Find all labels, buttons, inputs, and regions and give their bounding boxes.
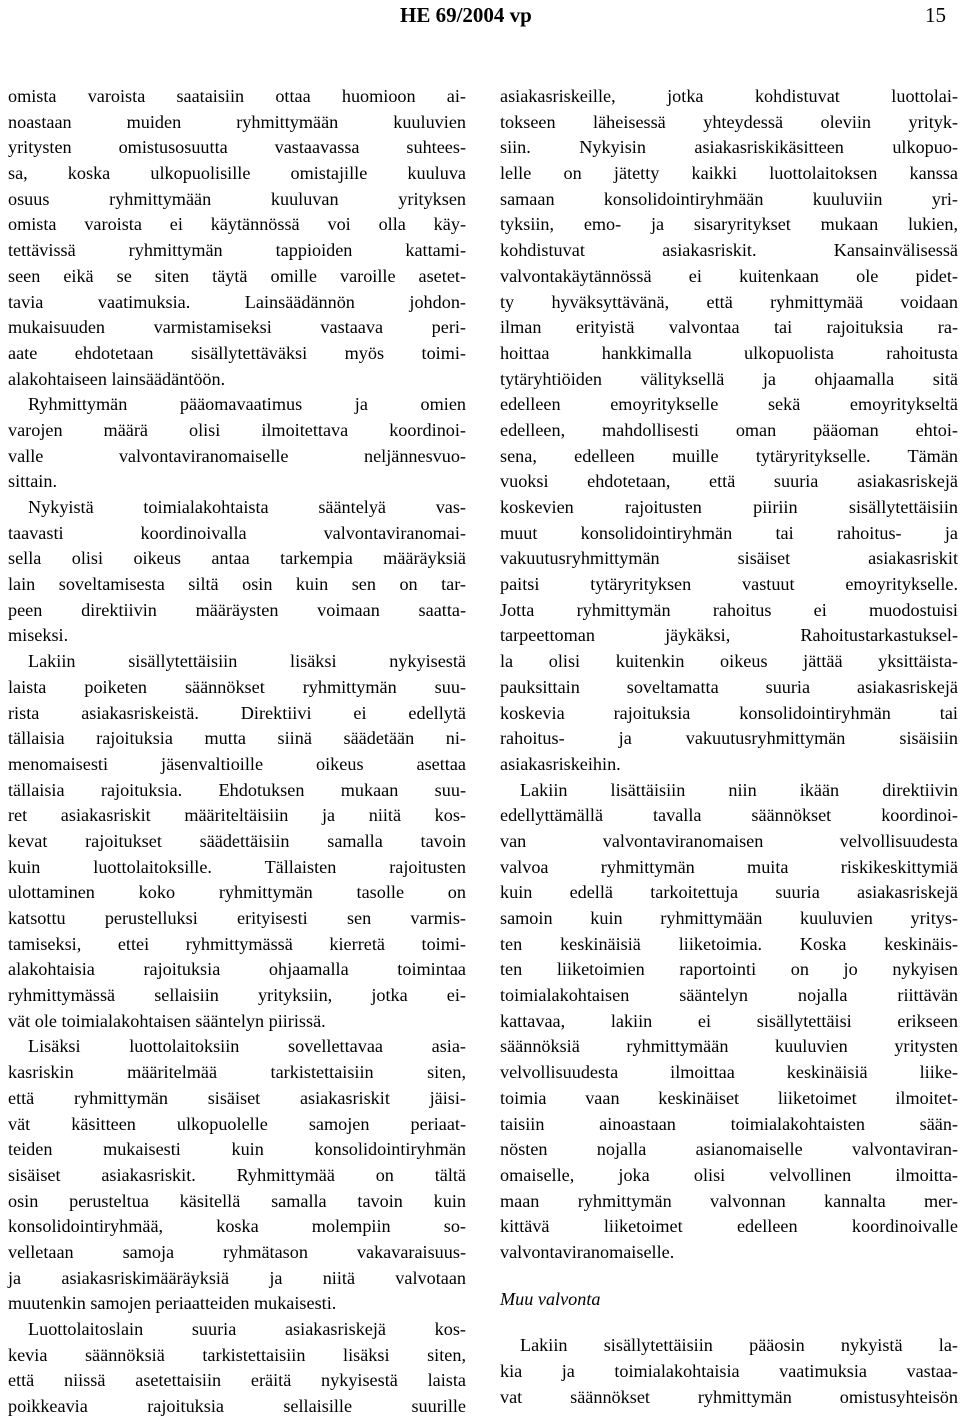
text-line: alakohtaiseen lainsäädäntöön. xyxy=(8,368,226,389)
text-line: tytäryhtiöiden välityksellä ja ohjaamalla sitä xyxy=(500,368,958,389)
text-line: peen direktiivin määräysten voimaan saatta- xyxy=(8,599,466,620)
text-line: poikkeavia rajoituksia sellaisille suurille xyxy=(8,1396,466,1417)
text-line: noastaan muiden ryhmittymään kuuluvien xyxy=(8,111,466,132)
text-line: valle valvontaviranomaiselle neljännesvuo- xyxy=(8,445,466,466)
text-line: pauksittain soveltamatta suuria asiakasriskejä xyxy=(500,676,958,697)
text-line: omista varoista saataisiin ottaa huomioon ai- xyxy=(8,86,466,106)
text-line: tamiseksi, ettei ryhmittymässä kierretä toimi- xyxy=(8,933,466,954)
text-line: toimialakohtaisen sääntelyn nojalla riittävän xyxy=(500,985,958,1006)
text-line: ty hyväksyttävänä, että ryhmittymää voidaan xyxy=(500,291,958,312)
text-line: maan ryhmittymän valvonnan kannalta mer- xyxy=(500,1190,958,1211)
text-line: koskevia rajoituksia konsolidointiryhmän tai xyxy=(500,702,958,723)
text-line: vät ole toimialakohtaisen sääntelyn piirissä. xyxy=(8,1010,326,1031)
text-line: rista asiakasriskeistä. Direktiivi ei edellytä xyxy=(8,702,466,723)
page-number: 15 xyxy=(925,3,946,27)
text-line: Lakiin sisällytettäisiin pääosin nykyistä la- xyxy=(520,1335,958,1356)
text-line: edelleen, mahdollisesti oman pääoman ehtoi- xyxy=(500,419,958,440)
text-line: varojen määrä olisi ilmoitettava koordinoi- xyxy=(8,419,466,440)
text-line: valvontakäytännössä ei kuitenkaan ole pidet- xyxy=(500,265,958,286)
text-line: konsolidointiryhmää, koska molempiin so- xyxy=(8,1216,466,1237)
text-line: laista poiketen säännökset ryhmittymän suu- xyxy=(8,676,466,697)
text-line: Ryhmittymän pääomavaatimus ja omien xyxy=(28,394,466,415)
text-line: sa, koska ulkopuolisille omistajille kuuluva xyxy=(8,163,466,184)
text-line: että ryhmittymän sisäiset asiakasriskit jäisi- xyxy=(8,1087,466,1108)
text-line: Jotta ryhmittymän rahoitus ei muodostuisi xyxy=(500,599,958,620)
right-column xyxy=(500,84,958,1410)
text-line: koskevien rajoitusten piiriin sisällytettäisiin xyxy=(500,497,958,517)
text-line: Lisäksi luottolaitoksiin sovellettavaa asia- xyxy=(28,1036,466,1057)
left-column xyxy=(8,84,466,1420)
text-line: ten liiketoimien raportointi on jo nykyisen xyxy=(500,959,958,980)
text-line: siin. Nykyisin asiakasriskikäsitteen ulkopuo- xyxy=(500,137,958,158)
text-line: osuus ryhmittymään kuuluvan yrityksen xyxy=(8,188,466,209)
text-line: lelle on jätetty kaikki luottolaitoksen kanssa xyxy=(500,163,958,184)
text-line: kittävä liiketoimet edelleen koordinoivalle xyxy=(500,1216,958,1237)
text-line: teiden mukaisesti kuin konsolidointiryhmän xyxy=(8,1139,466,1160)
text-line: Lakiin sisällytettäisiin lisäksi nykyisestä xyxy=(28,651,466,672)
text-line: tällaisia rajoituksia mutta siinä säädetään ni- xyxy=(8,728,466,749)
text-line: seen eikä se siten täytä omille varoille asetet- xyxy=(8,265,466,286)
text-line: ryhmittymässä sellaisiin yrityksiin, jotka ei- xyxy=(8,985,466,1006)
text-line: yritysten omistusosuutta vastaavassa suhtees- xyxy=(8,137,466,158)
text-line: velvollisuudesta ilmoittaa keskinäisiä liike- xyxy=(500,1062,958,1083)
text-line: tällaisia rajoituksia. Ehdotuksen mukaan suu- xyxy=(8,779,466,800)
text-line: tettävissä ryhmittymän tappioiden kattami- xyxy=(8,240,466,261)
text-line: vat säännökset ryhmittymän omistusyhteisön xyxy=(500,1386,958,1407)
text-line: Lakiin lisättäisiin niin ikään direktiivin xyxy=(520,779,958,800)
text-line: tokseen läheisessä yhteydessä oleviin yrityk- xyxy=(500,111,958,132)
section-heading: Muu valvonta xyxy=(500,1288,601,1309)
text-line: Luottolaitoslain suuria asiakasriskejä kos- xyxy=(28,1319,466,1339)
text-line: valvoa ryhmittymän muita riskikeskittymiä xyxy=(500,856,958,877)
page-header xyxy=(0,0,960,40)
text-line: valvontaviranomaiselle. xyxy=(500,1241,675,1262)
text-line: menomaisesti jäsenvaltioille oikeus asettaa xyxy=(8,753,466,774)
text-line: velletaan samoja ryhmätason vakavaraisuus- xyxy=(8,1241,466,1262)
text-line: lain soveltamisesta siltä osin kuin sen on tar- xyxy=(8,574,466,595)
text-line: kevia säännöksiä tarkistettaisiin lisäksi siten, xyxy=(8,1344,466,1365)
text-line: asiakasriskeille, jotka kohdistuvat luottolai- xyxy=(500,86,958,106)
text-line: toimia vaan keskinäiset liiketoimet ilmoitet- xyxy=(500,1087,958,1108)
document-id: HE 69/2004 vp xyxy=(400,3,532,27)
text-line: omaiselle, joka olisi velvollinen ilmoitta- xyxy=(500,1164,958,1185)
text-line: tarpeettoman jäykäksi, Rahoitustarkastuksel- xyxy=(500,625,958,646)
text-line: kattavaa, lakiin ei sisällytettäisi erikseen xyxy=(500,1010,958,1031)
text-line: ten keskinäisiä liiketoimia. Koska keskinäis- xyxy=(500,933,958,954)
text-line: kia ja toimialakohtaisia vaatimuksia vastaa- xyxy=(500,1361,958,1381)
text-line: Nykyistä toimialakohtaista sääntelyä vas- xyxy=(28,497,466,517)
text-line: sella olisi oikeus antaa tarkempia määräyksiä xyxy=(8,548,466,569)
text-line: paitsi tytäryrityksen vastuut emoyritykselle. xyxy=(500,574,958,595)
text-line: samoin kuin ryhmittymään kuuluvien yritys- xyxy=(500,908,958,928)
text-line: asiakasriskeihin. xyxy=(500,753,621,774)
text-line: tavia vaatimuksia. Lainsäädännön johdon- xyxy=(8,291,466,312)
text-line: rahoitus- ja vakuutusryhmittymän sisäisiin xyxy=(500,728,958,749)
text-line: kasriskin määritelmää tarkistettaisiin siten, xyxy=(8,1062,466,1083)
text-line: taisiin ainoastaan toimialakohtaisten sään- xyxy=(500,1113,958,1134)
text-line: edelleen emoyritykselle sekä emoyritykseltä xyxy=(500,394,958,415)
text-line: katsottu perustelluksi erityisesti sen varmis- xyxy=(8,908,466,928)
text-line: kuin edellä tarkoitettuja suuria asiakasriskejä xyxy=(500,882,958,903)
text-line: sisäiset asiakasriskit. Ryhmittymää on tältä xyxy=(8,1164,466,1185)
text-line: aate ehdotetaan sisällytettäväksi myös toimi- xyxy=(8,342,466,363)
text-line: ja asiakasriskimääräyksiä ja niitä valvotaan xyxy=(8,1267,466,1288)
text-line: muutenkin samojen periaatteiden mukaisesti. xyxy=(8,1293,337,1314)
paragraph-spacer xyxy=(500,1266,958,1287)
text-line: alakohtaisia rajoituksia ohjaamalla toimintaa xyxy=(8,959,466,980)
paragraph-spacer xyxy=(500,1312,958,1333)
text-line: muut konsolidointiryhmän tai rahoitus- ja xyxy=(500,522,958,543)
text-line: tyksiin, emo- ja sisaryritykset mukaan lukien, xyxy=(500,214,958,235)
text-line: sittain. xyxy=(8,471,58,492)
text-line: ilman erityistä valvontaa tai rajoituksia ra- xyxy=(500,317,958,338)
text-line: taavasti koordinoivalla valvontaviranomai- xyxy=(8,522,466,543)
text-line: mukaisuuden varmistamiseksi vastaava peri- xyxy=(8,317,466,338)
text-line: osin perusteltua käsitellä samalla tavoin kuin xyxy=(8,1190,466,1211)
text-line: omista varoista ei käytännössä voi olla käy- xyxy=(8,214,466,235)
text-line: samaan konsolidointiryhmään kuuluviin yri- xyxy=(500,188,958,209)
text-line: hoittaa hankkimalla ulkopuolista rahoitusta xyxy=(500,342,958,363)
text-line: kohdistuvat asiakasriskit. Kansainvälisessä xyxy=(500,240,958,261)
text-line: sena, edelleen muille tytäryritykselle. Tämän xyxy=(500,445,958,466)
text-line: säännöksiä ryhmittymään kuuluvien yritysten xyxy=(500,1036,958,1057)
text-line: nösten nojalla asianomaiselle valvontaviran- xyxy=(500,1139,958,1160)
text-line: ret asiakasriskit määriteltäisiin ja niitä kos- xyxy=(8,805,466,826)
text-line: vakuutusryhmittymän sisäiset asiakasriskit xyxy=(500,548,958,569)
text-line: kevat rajoitukset säädettäisiin samalla tavoin xyxy=(8,830,466,851)
text-line: kuin luottolaitoksille. Tällaisten rajoitusten xyxy=(8,856,466,877)
text-line: edellyttämällä tavalla säännökset koordinoi- xyxy=(500,805,958,826)
text-line: että niissä asetettaisiin eräitä nykyisestä laista xyxy=(8,1370,466,1391)
text-line: ulottaminen koko ryhmittymän tasolle on xyxy=(8,882,466,903)
text-line: miseksi. xyxy=(8,625,69,646)
text-line: van valvontaviranomaisen velvollisuudesta xyxy=(500,830,958,851)
text-line: la olisi kuitenkin oikeus jättää yksittäista- xyxy=(500,651,958,672)
text-line: vuoksi ehdotetaan, että suuria asiakasriskejä xyxy=(500,471,958,492)
text-line: vät käsitteen ulkopuolelle samojen periaat- xyxy=(8,1113,466,1134)
